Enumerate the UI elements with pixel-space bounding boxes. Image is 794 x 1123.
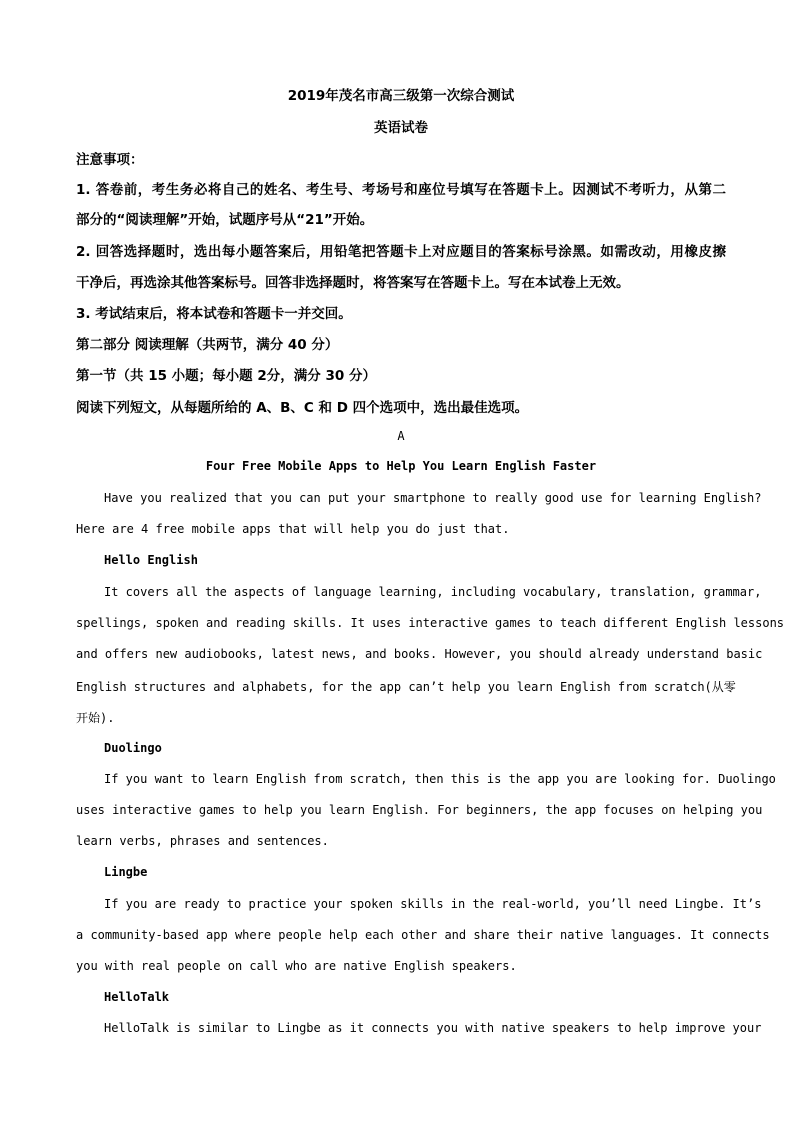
app-name-lingbe: Lingbe <box>104 865 148 879</box>
app1-line-5: 开始). <box>76 711 115 725</box>
app4-line-1: HelloTalk is similar to Lingbe as it connects you with native speakers to help improve your <box>104 1021 762 1035</box>
app1-line-3: and offers new audiobooks, latest news, and books. However, you should already understand basic <box>76 647 763 661</box>
exam-subject: 英语试卷 <box>374 120 428 136</box>
notice-item-1-line-2: 部分的“阅读理解”开始，试题序号从“21”开始。 <box>76 212 374 228</box>
app2-line-3: learn verbs, phrases and sentences. <box>76 834 329 848</box>
notice-item-2-line-2: 干净后，再选涂其他答案标号。回答非选择题时，将答案写在答题卡上。写在本试卷上无效。 <box>76 275 630 291</box>
app1-line-1: It covers all the aspects of language learning, including vocabulary, translation, grammar, <box>104 585 762 599</box>
app3-line-2: a community-based app where people help each other and share their native languages. It connects <box>76 928 770 942</box>
app2-line-2: uses interactive games to help you learn English. For beginners, the app focuses on helping you <box>76 803 763 817</box>
notice-item-1-line-1: 1. 答卷前，考生务必将自己的姓名、考生号、考场号和座位号填写在答题卡上。因测试不考听力，从第二 <box>76 182 726 198</box>
app-name-hellotalk: HelloTalk <box>104 990 170 1004</box>
app1-line-2: spellings, spoken and reading skills. It uses interactive games to teach different English lessons <box>76 616 785 630</box>
section-part-heading: 第二部分 阅读理解（共两节，满分 40 分） <box>76 337 339 353</box>
app1-line-4: English structures and alphabets, for the app can’t help you learn English from scratch(从零 <box>76 680 736 694</box>
notice-heading: 注意事项： <box>76 152 144 168</box>
section-instruction: 阅读下列短文，从每题所给的 A、B、C 和 D 四个选项中，选出最佳选项。 <box>76 400 529 416</box>
section-sub-heading: 第一节（共 15 小题；每小题 2分，满分 30 分） <box>76 368 376 384</box>
app3-line-3: you with real people on call who are native English speakers. <box>76 959 517 973</box>
intro-line-1: Have you realized that you can put your smartphone to really good use for learning English? <box>104 491 762 505</box>
app2-line-1: If you want to learn English from scratch, then this is the app you are looking for. Duolingo <box>104 772 776 786</box>
passage-title: Four Free Mobile Apps to Help You Learn English Faster <box>205 459 597 473</box>
app3-line-1: If you are ready to practice your spoken skills in the real-world, you’ll need Lingbe. It’s <box>104 897 762 911</box>
exam-title: 2019年茂名市高三级第一次综合测试 <box>287 88 515 104</box>
app-name-duolingo: Duolingo <box>104 741 162 755</box>
app-name-hello-english: Hello English <box>104 553 198 567</box>
notice-item-2-line-1: 2. 回答选择题时，选出每小题答案后，用铅笔把答题卡上对应题目的答案标号涂黑。如需改动，用橡皮擦 <box>76 244 726 260</box>
intro-line-2: Here are 4 free mobile apps that will help you do just that. <box>76 522 510 536</box>
notice-item-3: 3. 考试结束后，将本试卷和答题卡一并交回。 <box>76 306 352 322</box>
passage-letter: A <box>397 429 405 443</box>
